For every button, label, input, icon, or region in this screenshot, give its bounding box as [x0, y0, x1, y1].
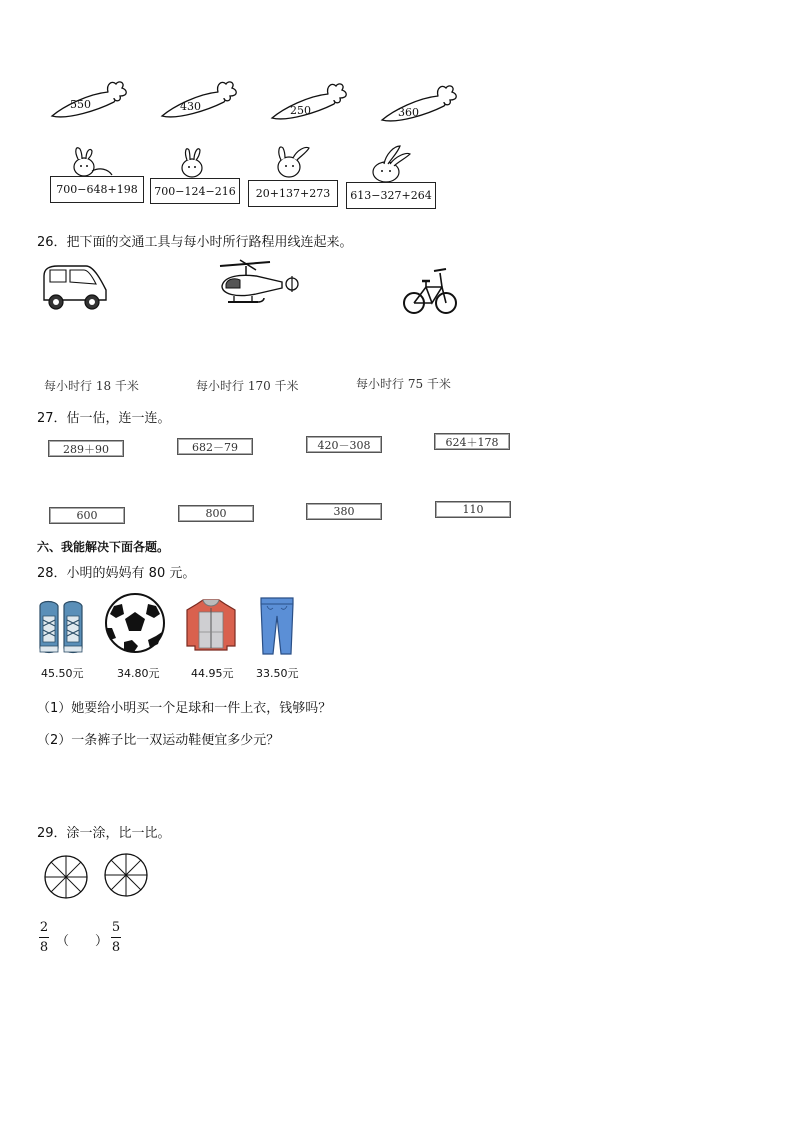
price-soccer-ball: 34.80元	[117, 667, 160, 680]
estimate-value-box: 110	[435, 501, 511, 518]
rabbit-icon	[275, 142, 313, 178]
carrot-icon	[268, 82, 348, 124]
carrot-number: 360	[398, 106, 419, 119]
car-icon	[40, 262, 110, 314]
fraction-right	[111, 920, 121, 955]
fraction-left-denominator: 8	[39, 940, 49, 955]
estimate-expression-box: 682－79	[177, 438, 253, 455]
helicopter-icon	[216, 258, 300, 318]
section-6-title: 六、我能解决下面各题。	[37, 540, 170, 554]
fraction-circle[interactable]	[104, 853, 148, 897]
price-sneakers: 45.50元	[41, 667, 84, 680]
price-jacket: 44.95元	[191, 667, 234, 680]
speed-label: 每小时行 170 千米	[196, 379, 299, 393]
comparison-blank[interactable]: （ ）	[56, 934, 109, 949]
trousers-icon	[259, 596, 295, 658]
estimate-value-box: 380	[306, 503, 382, 520]
fraction-bar	[111, 937, 121, 938]
estimate-expression-box: 420－308	[306, 436, 382, 453]
fraction-bar	[39, 937, 49, 938]
fraction-right-denominator: 8	[111, 940, 121, 955]
fraction-circle[interactable]	[44, 855, 88, 899]
estimate-expression-box: 289＋90	[48, 440, 124, 457]
estimate-value-box: 800	[178, 505, 254, 522]
sneakers-icon	[36, 598, 88, 656]
rabbit-expression-box: 613−327+264	[346, 182, 436, 209]
rabbit-expression-box: 20+137+273	[248, 180, 338, 207]
rabbit-expression-box: 700−124−216	[150, 178, 240, 204]
fraction-left-numerator: 2	[39, 920, 49, 935]
question-28-sub2: （2）一条裤子比一双运动鞋便宜多少元？	[37, 733, 280, 748]
price-trousers: 33.50元	[256, 667, 299, 680]
question-27-title: 27．估一估，连一连。	[37, 411, 171, 426]
rabbit-expression-box: 700−648+198	[50, 176, 144, 203]
rabbit-icon	[370, 144, 412, 184]
estimate-value-box: 600	[49, 507, 125, 524]
rabbit-icon	[72, 145, 116, 177]
rabbit-icon	[178, 146, 208, 178]
soccer-ball-icon	[104, 592, 166, 654]
estimate-expression-box: 624＋178	[434, 433, 510, 450]
question-28-title: 28．小明的妈妈有 80 元。	[37, 566, 196, 581]
carrot-number: 430	[180, 100, 201, 113]
speed-label: 每小时行 75 千米	[356, 377, 451, 391]
question-26-title: 26．把下面的交通工具与每小时所行路程用线连起来。	[37, 235, 353, 250]
carrot-number: 250	[290, 104, 311, 117]
question-28-sub1: （1）她要给小明买一个足球和一件上衣，钱够吗？	[37, 701, 332, 716]
jacket-icon	[185, 598, 237, 652]
bicycle-icon	[402, 259, 458, 317]
carrot-icon	[378, 84, 458, 126]
speed-label: 每小时行 18 千米	[44, 379, 139, 393]
question-29-title: 29．涂一涂，比一比。	[37, 826, 171, 841]
fraction-right-numerator: 5	[111, 920, 121, 935]
fraction-left	[39, 920, 49, 955]
carrot-number: 550	[70, 98, 91, 111]
